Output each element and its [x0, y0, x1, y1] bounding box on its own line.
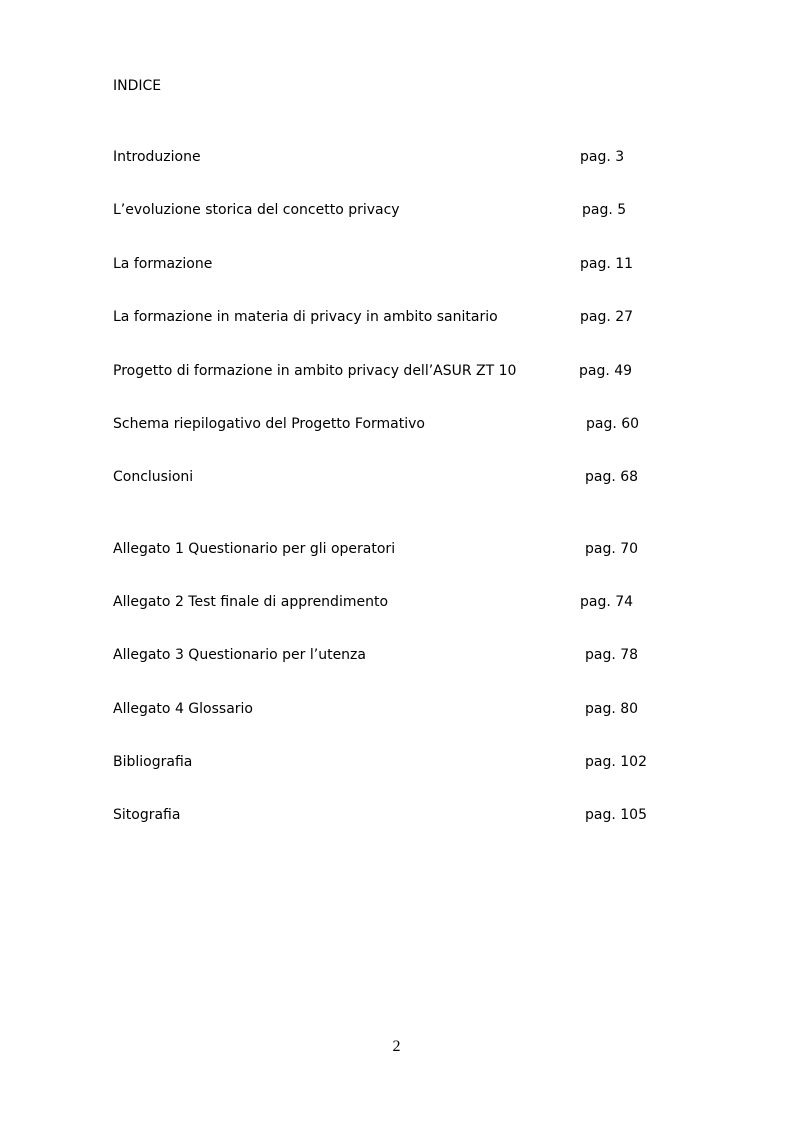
toc-entry-title: Schema riepilogativo del Progetto Formativo [113, 416, 425, 432]
toc-entry-page: pag. 102 [585, 754, 647, 770]
toc-entry-page: pag. 70 [585, 541, 639, 557]
toc-entry-page: pag. 11 [580, 256, 634, 272]
toc-entry-title: La formazione in materia di privacy in ambito sanitario [113, 309, 498, 325]
toc-entry-title: La formazione [113, 256, 213, 272]
toc-entry-title: Progetto di formazione in ambito privacy dell’ASUR ZT 10 [113, 363, 517, 379]
toc-entry-title: Allegato 2 Test finale di apprendimento [113, 594, 389, 610]
toc-entry-page: pag. 105 [585, 807, 647, 823]
toc-entry-page: pag. 3 [580, 149, 625, 165]
toc-entry-title: Allegato 3 Questionario per l’utenza [113, 647, 366, 663]
toc-entry-page: pag. 74 [580, 594, 634, 610]
toc-entry-page: pag. 68 [585, 469, 639, 485]
toc-entry-title: Bibliografia [113, 754, 193, 770]
toc-entry-page: pag. 5 [582, 202, 627, 218]
toc-entry-title: Introduzione [113, 149, 201, 165]
toc-entry-page: pag. 78 [585, 647, 639, 663]
toc-entry-title: Allegato 4 Glossario [113, 701, 253, 717]
toc-heading: INDICE [113, 78, 162, 94]
toc-entry-title: Conclusioni [113, 469, 194, 485]
toc-entry-page: pag. 60 [586, 416, 640, 432]
toc-entry-title: Sitografia [113, 807, 181, 823]
toc-entry-page: pag. 80 [585, 701, 639, 717]
toc-entry-title: Allegato 1 Questionario per gli operatori [113, 541, 396, 557]
toc-entry-title: L’evoluzione storica del concetto privacy [113, 202, 400, 218]
page-number: 2 [392, 1038, 401, 1055]
toc-entry-page: pag. 49 [579, 363, 633, 379]
toc-entry-page: pag. 27 [580, 309, 634, 325]
